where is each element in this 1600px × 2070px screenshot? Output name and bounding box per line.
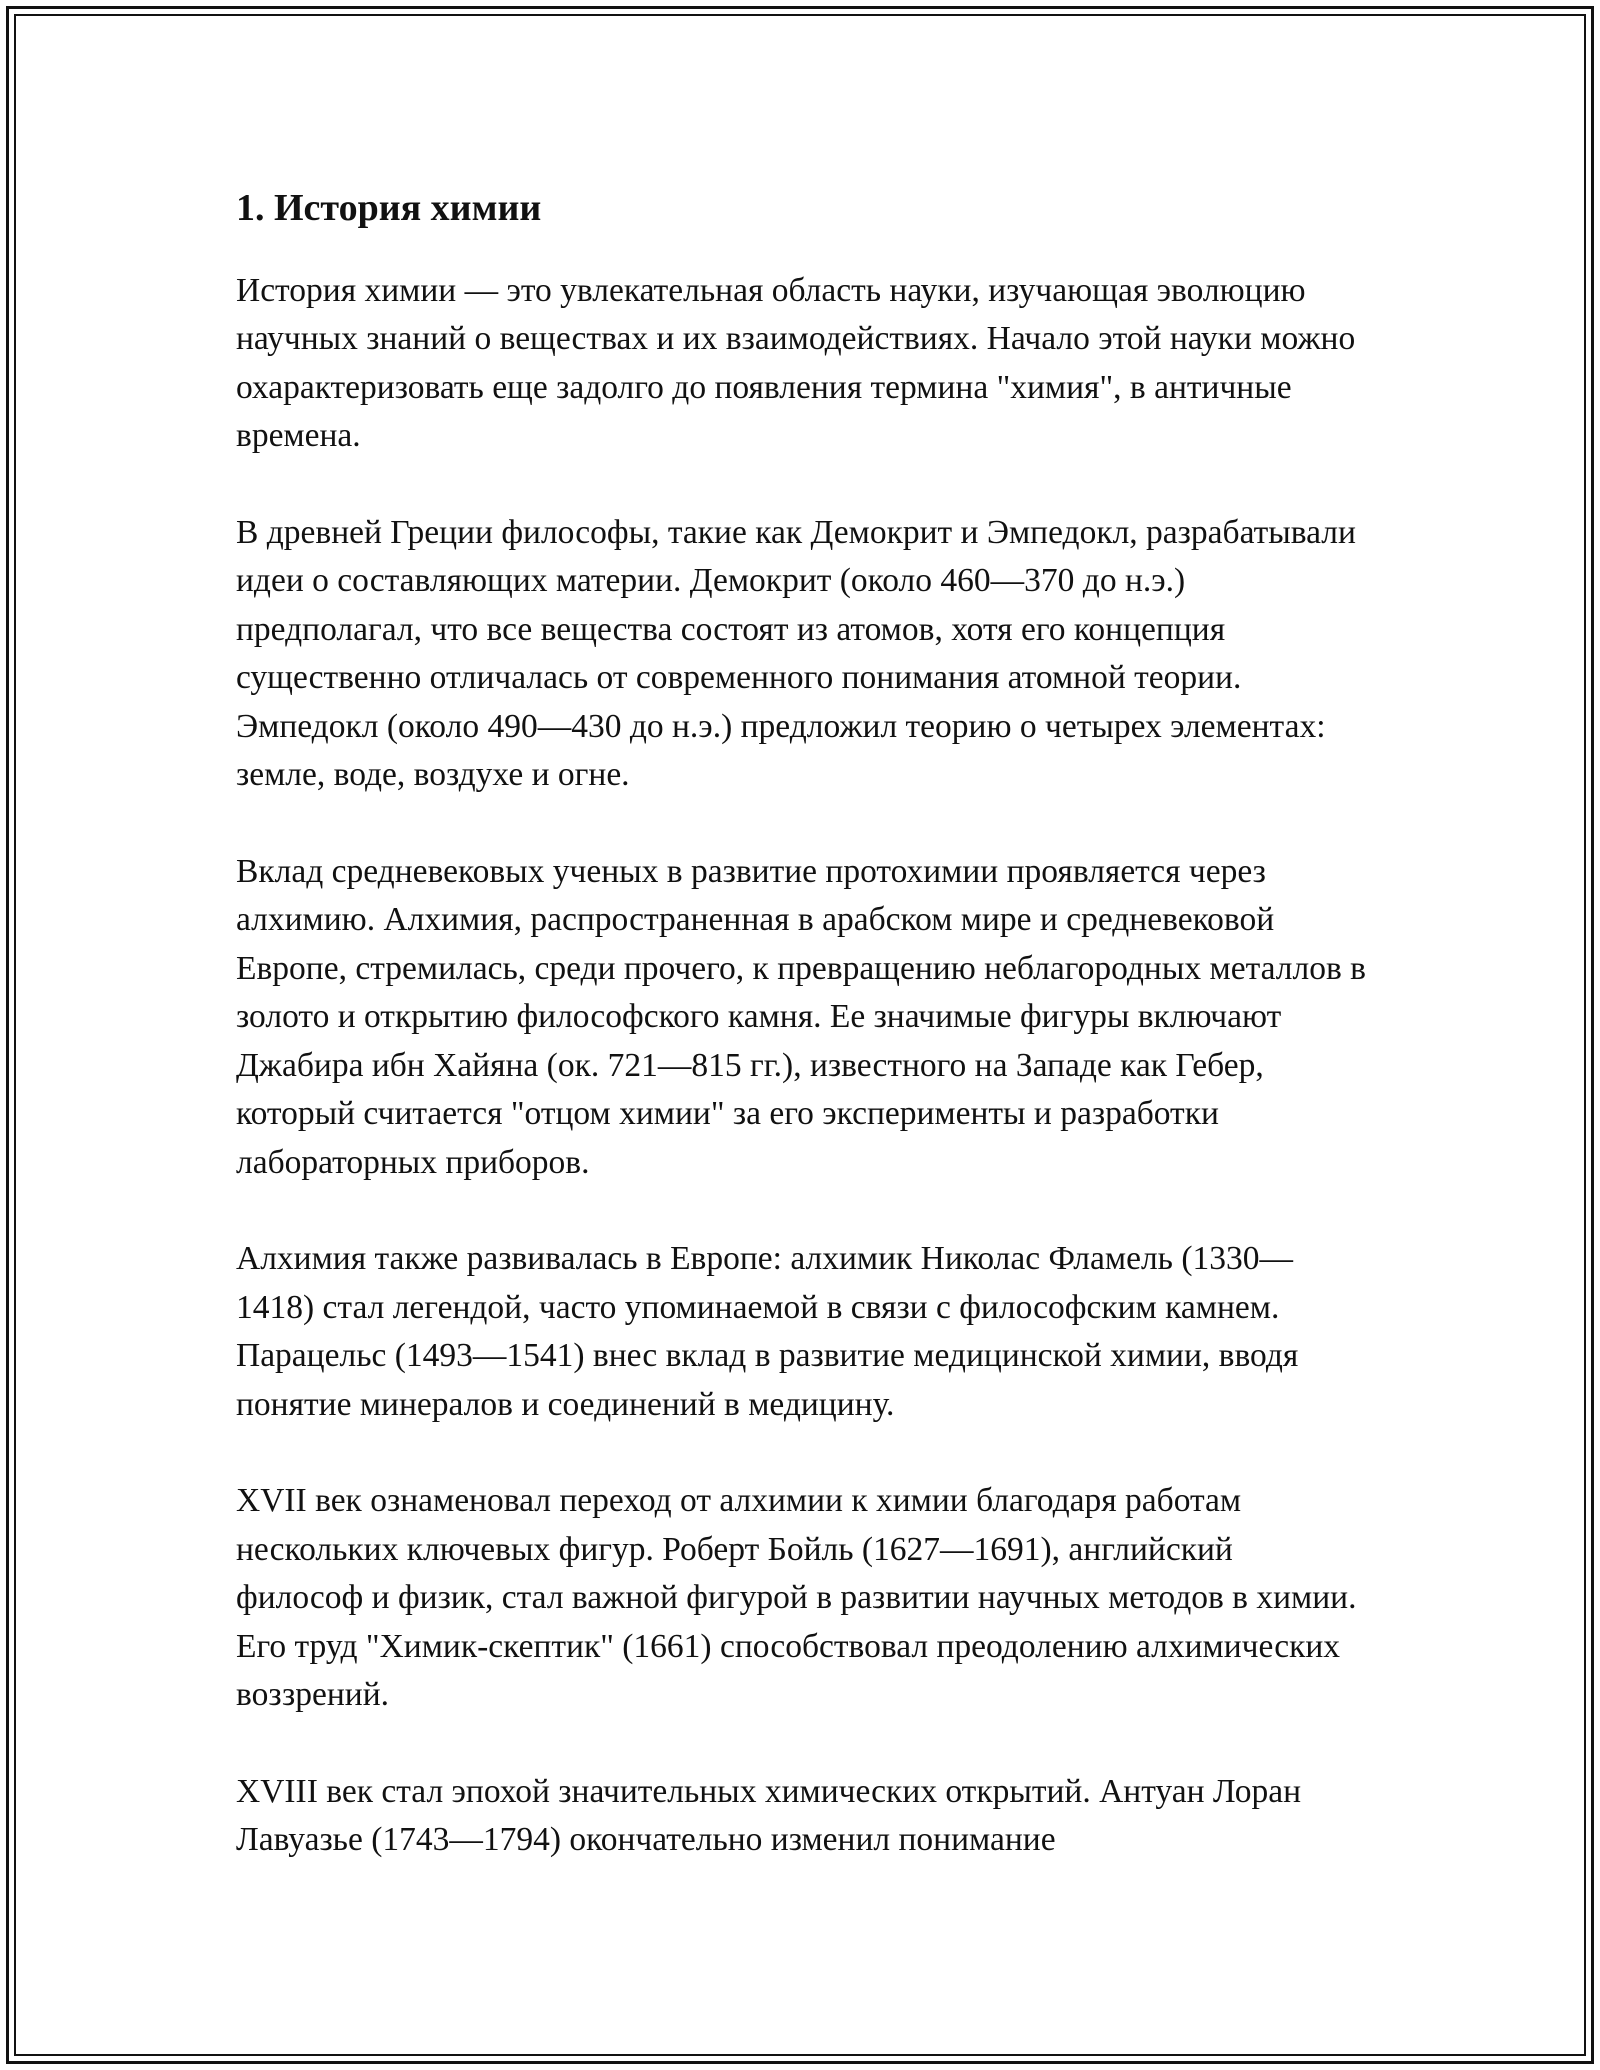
paragraph-ancient-greece: В древней Греции философы, такие как Демокрит и Эмпедокл, разрабатывали идеи о составляющих материи. Демокрит (около 460—370 до н.э.) предполагал, что все вещества состоят из атомов, хотя его концепция существенно отличалась от современного понимания атомной теории. Эмпедокл (около 490—430 до н.э.) предложил теорию о четырех элементах: земле, воде, воздухе и огне. [236,513,1356,793]
document-body [236,185,1366,1913]
paragraph-intro: История химии — это увлекательная область науки, изучающая эволюцию научных знаний о веществах и их взаимодействиях. Начало этой науки можно охарактеризовать еще задолго до появления термина "химия", в античные времена. [236,271,1356,454]
section-title: 1. История химии [236,187,542,229]
paragraph-european-alchemy: Алхимия также развивалась в Европе: алхимик Николас Фламель (1330—1418) стал легендой, часто упоминаемой в связи с философским камнем. Парацельс (1493—1541) внес вклад в развитие медицинской химии, вводя понятие минералов и соединений в медицину. [236,1240,1299,1423]
paragraph-18th-century: XVIII век стал эпохой значительных химических открытий. Антуан Лоран Лавуазье (1743—1794) окончательно изменил понимание [236,1772,1302,1858]
paragraph-medieval-alchemy: Вклад средневековых ученых в развитие протохимии проявляется через алхимию. Алхимия, распространенная в арабском мире и средневековой Европе, стремилась, среди прочего, к превращению неблагородных металлов в золото и открытию философского камня. Ее значимые фигуры включают Джабира ибн Хайяна (ок. 721—815 гг.), известного на Западе как Гебер, который считается "отцом химии" за его эксперименты и разработки лабораторных приборов. [236,852,1366,1181]
paragraph-17th-century: XVII век ознаменовал переход от алхимии к химии благодаря работам нескольких ключевых фигур. Роберт Бойль (1627—1691), английский философ и физик, стал важной фигурой в развитии научных методов в химии. Его труд "Химик-скептик" (1661) способствовал преодолению алхимических воззрений. [236,1482,1357,1713]
